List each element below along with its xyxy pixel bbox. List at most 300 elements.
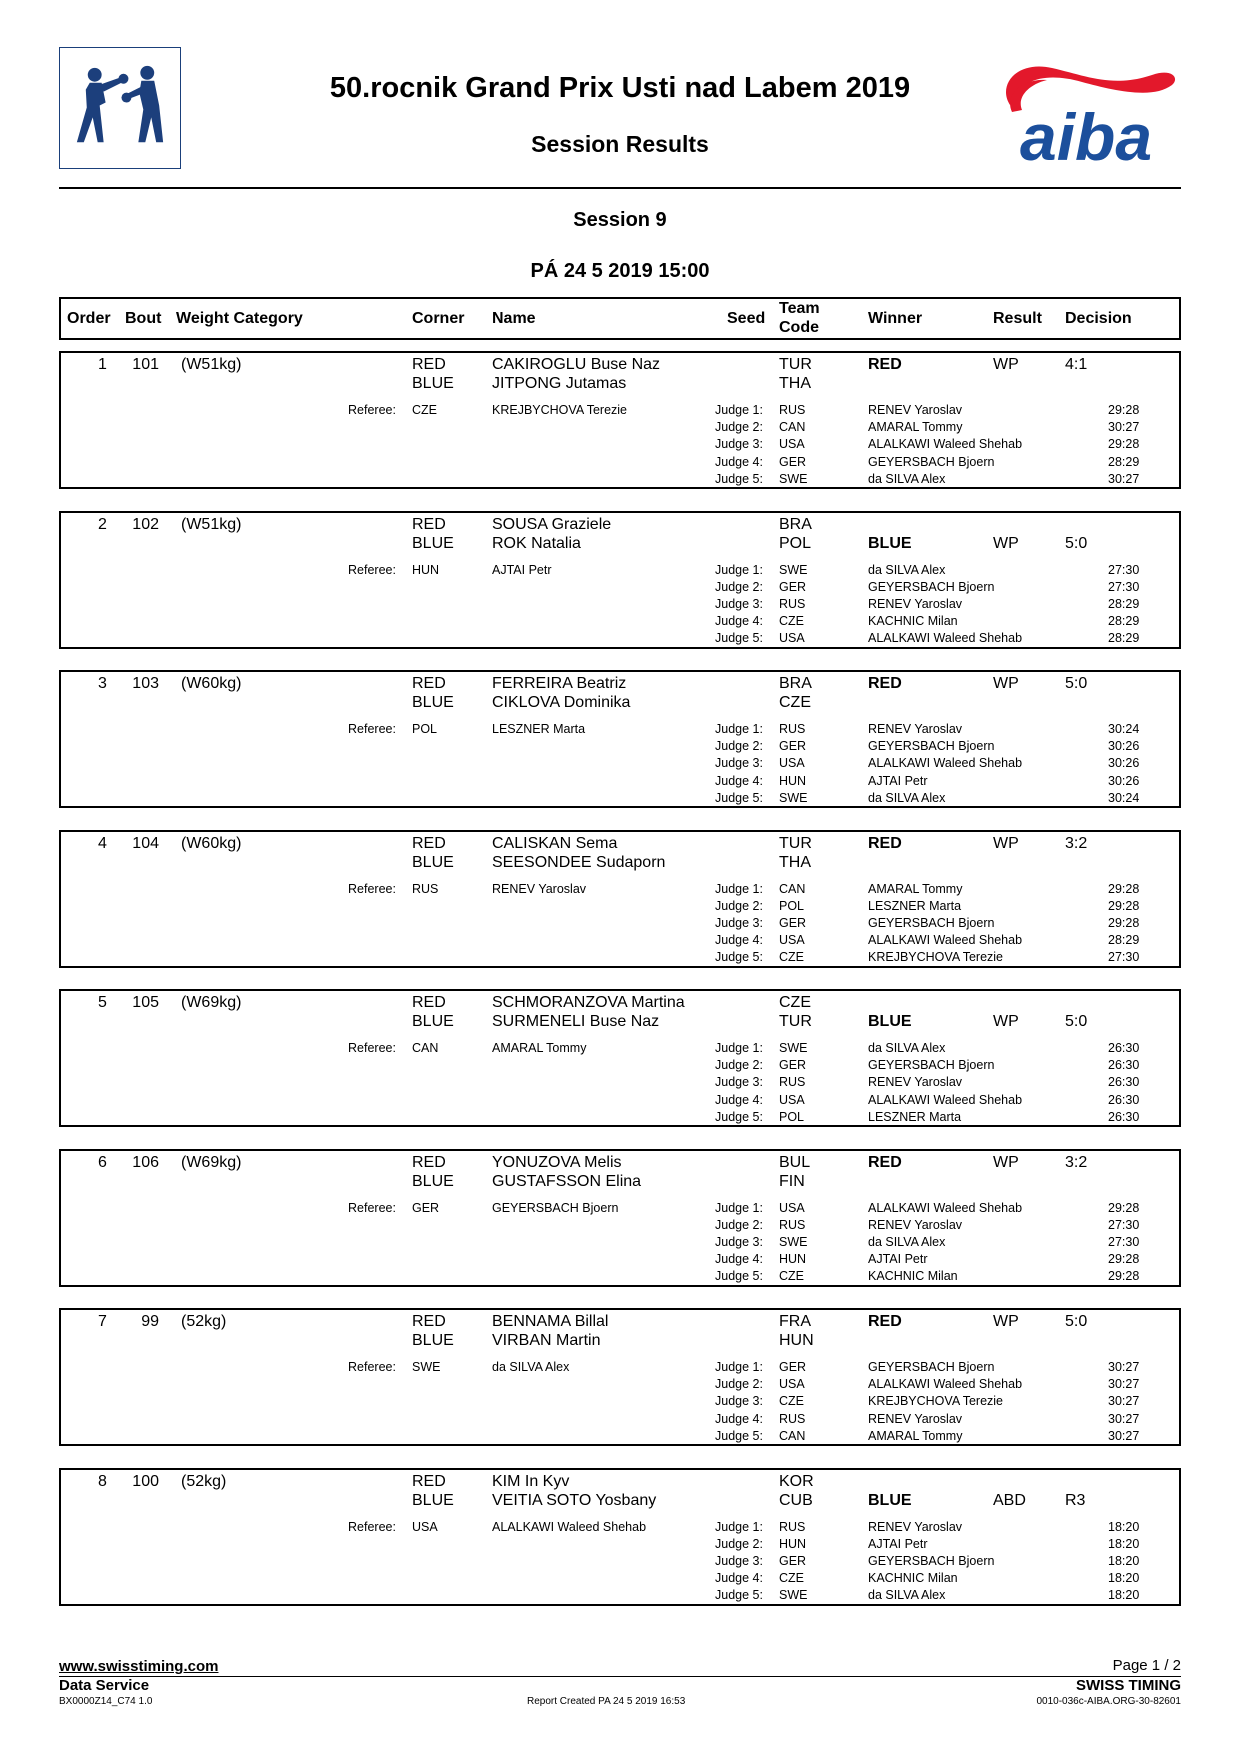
- referee-country: HUN: [412, 562, 440, 577]
- corner-red: RED: [412, 834, 446, 852]
- judge-score: 18:20: [1108, 1536, 1140, 1551]
- bout-block: [59, 1468, 1181, 1606]
- winner: RED: [868, 834, 902, 852]
- judge-country: USA: [779, 631, 805, 646]
- judge-score: 28:29: [1108, 614, 1140, 629]
- judge-name: ALALKAWI Waleed Shehab: [868, 631, 1023, 646]
- judge-name: GEYERSBACH Bjoern: [868, 739, 995, 754]
- red-team-code: KOR: [779, 1472, 814, 1490]
- judge-name: ALALKAWI Waleed Shehab: [868, 1377, 1023, 1392]
- judge-country: RUS: [779, 403, 806, 417]
- referee-label: Referee:: [348, 1041, 396, 1055]
- referee-name: RENEV Yaroslav: [492, 881, 587, 896]
- judge-country: GER: [779, 739, 807, 754]
- bout-order: 3: [98, 675, 107, 692]
- referee-country: CZE: [412, 403, 437, 417]
- judge-label: Judge 5:: [715, 471, 763, 486]
- judge-score: 26:30: [1108, 1075, 1140, 1090]
- col-winner: Winner: [868, 310, 923, 327]
- judge-label: Judge 1:: [715, 1041, 763, 1055]
- col-result: Result: [993, 310, 1042, 327]
- blue-boxer-name: SEESONDEE Sudaporn: [492, 853, 666, 871]
- judge-name: KREJBYCHOVA Terezie: [868, 1394, 1004, 1409]
- judge-name: AMARAL Tommy: [868, 420, 963, 435]
- referee-label: Referee:: [348, 403, 396, 417]
- corner-red: RED: [412, 1472, 446, 1490]
- judge-name: AJTAI Petr: [868, 773, 928, 788]
- blue-team-code: FIN: [779, 1172, 805, 1190]
- judge-label: Judge 3:: [715, 1234, 763, 1249]
- red-team-code: FRA: [779, 1313, 811, 1330]
- session-datetime: PÁ 24 5 2019 15:00: [530, 260, 710, 282]
- col-code: Code: [779, 319, 819, 336]
- judge-name: KACHNIC Milan: [868, 1571, 958, 1586]
- decision: 3:2: [1065, 834, 1088, 852]
- judge-score: 27:30: [1108, 1217, 1140, 1232]
- judge-label: Judge 1:: [715, 881, 763, 896]
- winner: RED: [868, 1153, 902, 1171]
- corner-red: RED: [412, 994, 446, 1011]
- aiba-swoosh-icon: [992, 50, 1182, 170]
- weight-category: (W60kg): [181, 834, 242, 852]
- col-team: Team: [779, 300, 820, 317]
- judge-score: 30:24: [1108, 790, 1140, 805]
- corner-blue: BLUE: [412, 1332, 454, 1349]
- red-boxer-name: SCHMORANZOVA Martina: [492, 994, 685, 1011]
- corner-red: RED: [412, 675, 446, 692]
- judge-score: 29:28: [1108, 898, 1140, 913]
- page-subtitle: Session Results: [531, 131, 709, 157]
- referee-country: CAN: [412, 1041, 439, 1055]
- report-code: BX0000Z14_C74 1.0: [59, 1696, 153, 1707]
- judge-country: USA: [779, 933, 805, 948]
- judge-name: GEYERSBACH Bjoern: [868, 1553, 995, 1568]
- judge-score: 30:24: [1108, 722, 1140, 736]
- judge-name: KACHNIC Milan: [868, 1269, 958, 1284]
- judge-name: RENEV Yaroslav: [868, 596, 963, 611]
- judge-label: Judge 1:: [715, 403, 763, 417]
- judge-country: CZE: [779, 614, 804, 629]
- judge-score: 27:30: [1108, 562, 1140, 577]
- judge-country: CAN: [779, 420, 806, 435]
- referee-label: Referee:: [348, 1200, 396, 1215]
- judge-country: USA: [779, 1200, 805, 1215]
- brand-label: SWISS TIMING: [1076, 1677, 1181, 1694]
- referee-name: da SILVA Alex: [492, 1360, 570, 1374]
- decision: R3: [1065, 1491, 1086, 1509]
- judge-label: Judge 1:: [715, 1519, 763, 1534]
- judge-score: 28:29: [1108, 454, 1140, 469]
- result: WP: [993, 1153, 1019, 1171]
- bout-block: [59, 670, 1181, 808]
- judge-score: 29:28: [1108, 915, 1140, 930]
- judge-country: USA: [779, 1377, 805, 1392]
- corner-blue: BLUE: [412, 1172, 454, 1190]
- judge-country: CZE: [779, 950, 804, 965]
- judge-name: da SILVA Alex: [868, 562, 946, 577]
- weight-category: (52kg): [181, 1313, 227, 1330]
- judge-label: Judge 4:: [715, 933, 763, 948]
- winner: RED: [868, 356, 902, 373]
- judge-label: Judge 5:: [715, 1269, 763, 1284]
- judge-name: AMARAL Tommy: [868, 1428, 963, 1443]
- blue-boxer-name: VIRBAN Martin: [492, 1332, 601, 1349]
- red-boxer-name: CALISKAN Sema: [492, 834, 618, 852]
- judge-label: Judge 5:: [715, 790, 763, 805]
- weight-category: (52kg): [181, 1472, 227, 1490]
- referee-label: Referee:: [348, 722, 396, 736]
- judge-score: 26:30: [1108, 1109, 1140, 1124]
- result: WP: [993, 356, 1019, 373]
- judge-label: Judge 5:: [715, 1109, 763, 1124]
- decision: 4:1: [1065, 356, 1088, 373]
- bout-order: 6: [98, 1153, 107, 1171]
- judge-score: 30:26: [1108, 756, 1140, 771]
- judge-country: GER: [779, 915, 807, 930]
- bout-number: 106: [132, 1153, 159, 1171]
- bout-number: 99: [141, 1313, 159, 1330]
- judge-country: GER: [779, 579, 807, 594]
- judge-name: LESZNER Marta: [868, 898, 962, 913]
- judge-country: CAN: [779, 1428, 806, 1443]
- judge-name: KREJBYCHOVA Terezie: [868, 950, 1004, 965]
- result: WP: [993, 1313, 1019, 1330]
- judge-score: 26:30: [1108, 1041, 1140, 1055]
- document-code: 0010-036c-AIBA.ORG-30-82601: [1036, 1696, 1181, 1707]
- judge-name: GEYERSBACH Bjoern: [868, 915, 995, 930]
- corner-blue: BLUE: [412, 1013, 454, 1030]
- judge-score: 28:29: [1108, 596, 1140, 611]
- judge-label: Judge 2:: [715, 1536, 763, 1551]
- judge-label: Judge 2:: [715, 579, 763, 594]
- bout-order: 5: [98, 994, 107, 1011]
- corner-red: RED: [412, 356, 446, 373]
- judge-name: GEYERSBACH Bjoern: [868, 1058, 995, 1073]
- judge-country: CAN: [779, 881, 806, 896]
- blue-boxer-name: GUSTAFSSON Elina: [492, 1172, 642, 1190]
- judge-label: Judge 4:: [715, 1252, 763, 1267]
- judge-score: 27:30: [1108, 1234, 1140, 1249]
- blue-team-code: TUR: [779, 1013, 812, 1030]
- corner-red: RED: [412, 1153, 446, 1171]
- col-corner: Corner: [412, 310, 465, 327]
- red-boxer-name: KIM In Kyv: [492, 1472, 570, 1490]
- bout-order: 1: [98, 356, 107, 373]
- judge-country: POL: [779, 1109, 805, 1124]
- red-boxer-name: FERREIRA Beatriz: [492, 675, 627, 692]
- judge-name: da SILVA Alex: [868, 471, 946, 486]
- bout-number: 102: [132, 515, 159, 533]
- judge-label: Judge 2:: [715, 1377, 763, 1392]
- judge-name: da SILVA Alex: [868, 1588, 946, 1603]
- judge-score: 30:27: [1108, 1411, 1140, 1426]
- judge-name: AJTAI Petr: [868, 1536, 928, 1551]
- judge-score: 30:27: [1108, 1360, 1140, 1374]
- bout-number: 105: [132, 994, 159, 1011]
- judge-label: Judge 2:: [715, 1058, 763, 1073]
- judge-score: 30:27: [1108, 1428, 1140, 1443]
- judge-score: 26:30: [1108, 1058, 1140, 1073]
- judge-name: da SILVA Alex: [868, 790, 946, 805]
- weight-category: (W60kg): [181, 675, 242, 692]
- judge-country: SWE: [779, 562, 808, 577]
- judge-country: SWE: [779, 1588, 808, 1603]
- judge-score: 18:20: [1108, 1553, 1140, 1568]
- bout-block: [59, 351, 1181, 489]
- bout-order: 7: [98, 1313, 107, 1330]
- judge-score: 29:28: [1108, 881, 1140, 896]
- judge-label: Judge 1:: [715, 1360, 763, 1374]
- blue-boxer-name: ROK Natalia: [492, 534, 581, 552]
- judge-country: CZE: [779, 1269, 804, 1284]
- footer-divider: [59, 1676, 1181, 1677]
- blue-team-code: CUB: [779, 1491, 813, 1509]
- decision: 5:0: [1065, 534, 1088, 552]
- judge-name: LESZNER Marta: [868, 1109, 962, 1124]
- aiba-logo: [992, 50, 1182, 170]
- referee-country: USA: [412, 1519, 438, 1534]
- corner-red: RED: [412, 1313, 446, 1330]
- judge-label: Judge 4:: [715, 1092, 763, 1107]
- website-link[interactable]: www.swisstiming.com: [59, 1658, 219, 1675]
- judge-label: Judge 4:: [715, 454, 763, 469]
- referee-label: Referee:: [348, 562, 396, 577]
- judge-country: RUS: [779, 1217, 806, 1232]
- judge-score: 26:30: [1108, 1092, 1140, 1107]
- judge-score: 30:26: [1108, 739, 1140, 754]
- judge-score: 18:20: [1108, 1588, 1140, 1603]
- corner-blue: BLUE: [412, 694, 454, 711]
- col-order: Order: [67, 310, 111, 327]
- judge-name: RENEV Yaroslav: [868, 722, 963, 736]
- result: WP: [993, 834, 1019, 852]
- judge-score: 18:20: [1108, 1519, 1140, 1534]
- judge-label: Judge 3:: [715, 437, 763, 452]
- judge-country: HUN: [779, 1536, 807, 1551]
- judge-country: GER: [779, 1058, 807, 1073]
- judge-country: SWE: [779, 1041, 808, 1055]
- judge-label: Judge 2:: [715, 420, 763, 435]
- referee-name: KREJBYCHOVA Terezie: [492, 403, 628, 417]
- judge-label: Judge 2:: [715, 1217, 763, 1232]
- blue-team-code: HUN: [779, 1332, 814, 1349]
- judge-label: Judge 1:: [715, 1200, 763, 1215]
- judge-country: USA: [779, 756, 805, 771]
- judge-score: 30:27: [1108, 471, 1140, 486]
- judge-label: Judge 5:: [715, 631, 763, 646]
- winner: RED: [868, 675, 902, 692]
- judge-label: Judge 1:: [715, 722, 763, 736]
- judge-label: Judge 4:: [715, 1411, 763, 1426]
- referee-name: AMARAL Tommy: [492, 1041, 587, 1055]
- judge-country: HUN: [779, 1252, 807, 1267]
- red-team-code: TUR: [779, 834, 812, 852]
- judge-country: RUS: [779, 722, 806, 736]
- judge-score: 29:28: [1108, 403, 1140, 417]
- judge-name: AMARAL Tommy: [868, 881, 963, 896]
- report-created: Report Created PA 24 5 2019 16:53: [527, 1696, 686, 1707]
- bout-order: 8: [98, 1472, 107, 1490]
- judge-country: CZE: [779, 1571, 804, 1586]
- winner: BLUE: [868, 534, 912, 552]
- winner: BLUE: [868, 1013, 912, 1030]
- judge-name: GEYERSBACH Bjoern: [868, 1360, 995, 1374]
- result: WP: [993, 675, 1019, 692]
- corner-red: RED: [412, 515, 446, 533]
- referee-name: LESZNER Marta: [492, 722, 586, 736]
- judge-label: Judge 1:: [715, 562, 763, 577]
- judge-country: USA: [779, 437, 805, 452]
- red-boxer-name: SOUSA Graziele: [492, 515, 612, 533]
- red-team-code: CZE: [779, 994, 811, 1011]
- decision: 5:0: [1065, 1013, 1088, 1030]
- judge-name: RENEV Yaroslav: [868, 1075, 963, 1090]
- corner-blue: BLUE: [412, 534, 454, 552]
- judge-score: 18:20: [1108, 1571, 1140, 1586]
- judge-label: Judge 4:: [715, 773, 763, 788]
- judge-name: RENEV Yaroslav: [868, 1411, 963, 1426]
- judge-score: 29:28: [1108, 1200, 1140, 1215]
- judge-country: GER: [779, 454, 807, 469]
- col-decision: Decision: [1065, 310, 1132, 327]
- red-boxer-name: BENNAMA Billal: [492, 1313, 609, 1330]
- referee-label: Referee:: [348, 881, 396, 896]
- red-boxer-name: CAKIROGLU Buse Naz: [492, 356, 661, 373]
- judge-label: Judge 3:: [715, 1075, 763, 1090]
- bout-number: 103: [132, 675, 159, 692]
- event-title: 50.rocnik Grand Prix Usti nad Labem 2019: [329, 72, 911, 104]
- judge-name: RENEV Yaroslav: [868, 1217, 963, 1232]
- weight-category: (W69kg): [181, 994, 242, 1011]
- judge-score: 30:26: [1108, 773, 1140, 788]
- winner: RED: [868, 1313, 902, 1330]
- result: WP: [993, 1013, 1019, 1030]
- bout-block: [59, 989, 1181, 1127]
- judge-name: RENEV Yaroslav: [868, 1519, 963, 1534]
- judge-label: Judge 3:: [715, 756, 763, 771]
- judge-label: Judge 2:: [715, 898, 763, 913]
- judge-score: 28:29: [1108, 631, 1140, 646]
- aiba-logo-text: aiba: [1020, 100, 1153, 170]
- judge-name: ALALKAWI Waleed Shehab: [868, 1200, 1023, 1215]
- referee-country: RUS: [412, 881, 439, 896]
- judge-label: Judge 3:: [715, 596, 763, 611]
- header-divider: [59, 187, 1181, 189]
- judge-country: USA: [779, 1092, 805, 1107]
- red-boxer-name: YONUZOVA Melis: [492, 1153, 622, 1171]
- judge-label: Judge 3:: [715, 915, 763, 930]
- blue-team-code: THA: [779, 375, 811, 392]
- corner-blue: BLUE: [412, 853, 454, 871]
- bout-order: 4: [98, 834, 107, 852]
- blue-boxer-name: CIKLOVA Dominika: [492, 694, 631, 711]
- judge-score: 28:29: [1108, 933, 1140, 948]
- referee-label: Referee:: [348, 1360, 396, 1374]
- judge-country: SWE: [779, 1234, 808, 1249]
- judge-score: 30:27: [1108, 420, 1140, 435]
- judge-score: 30:27: [1108, 1377, 1140, 1392]
- judge-country: SWE: [779, 790, 808, 805]
- judge-label: Judge 3:: [715, 1394, 763, 1409]
- referee-country: SWE: [412, 1360, 441, 1374]
- blue-boxer-name: SURMENELI Buse Naz: [492, 1013, 660, 1030]
- judge-name: ALALKAWI Waleed Shehab: [868, 933, 1023, 948]
- table-header: [59, 297, 1181, 340]
- referee-name: AJTAI Petr: [492, 562, 552, 577]
- judge-country: SWE: [779, 471, 808, 486]
- corner-blue: BLUE: [412, 375, 454, 392]
- judge-country: CZE: [779, 1394, 804, 1409]
- judge-country: RUS: [779, 1411, 806, 1426]
- judge-label: Judge 5:: [715, 950, 763, 965]
- judge-country: POL: [779, 898, 805, 913]
- judge-name: ALALKAWI Waleed Shehab: [868, 756, 1023, 771]
- referee-label: Referee:: [348, 1519, 396, 1534]
- judge-name: RENEV Yaroslav: [868, 403, 963, 417]
- judge-country: RUS: [779, 1075, 806, 1090]
- judge-score: 29:28: [1108, 437, 1140, 452]
- col-seed: Seed: [727, 310, 766, 327]
- bout-block: [59, 1149, 1181, 1287]
- col-name: Name: [492, 310, 536, 327]
- session-label: Session 9: [573, 209, 667, 231]
- blue-boxer-name: VEITIA SOTO Yosbany: [492, 1491, 657, 1509]
- decision: 5:0: [1065, 675, 1088, 692]
- judge-name: da SILVA Alex: [868, 1041, 946, 1055]
- decision: 3:2: [1065, 1153, 1088, 1171]
- judge-name: ALALKAWI Waleed Shehab: [868, 1092, 1023, 1107]
- referee-country: GER: [412, 1200, 440, 1215]
- judge-label: Judge 4:: [715, 614, 763, 629]
- judge-score: 30:27: [1108, 1394, 1140, 1409]
- winner: BLUE: [868, 1491, 912, 1509]
- judge-country: RUS: [779, 596, 806, 611]
- decision: 5:0: [1065, 1313, 1088, 1330]
- data-service-label: Data Service: [59, 1677, 150, 1694]
- corner-blue: BLUE: [412, 1491, 454, 1509]
- bout-number: 101: [132, 356, 159, 373]
- judge-name: ALALKAWI Waleed Shehab: [868, 437, 1023, 452]
- judge-country: RUS: [779, 1519, 806, 1534]
- judge-country: GER: [779, 1360, 807, 1374]
- bout-order: 2: [98, 515, 107, 533]
- col-bout: Bout: [125, 310, 162, 327]
- blue-team-code: THA: [779, 853, 811, 871]
- blue-team-code: POL: [779, 534, 812, 552]
- weight-category: (W51kg): [181, 515, 242, 533]
- referee-name: ALALKAWI Waleed Shehab: [492, 1519, 647, 1534]
- judge-name: KACHNIC Milan: [868, 614, 958, 629]
- result: WP: [993, 534, 1019, 552]
- judge-label: Judge 5:: [715, 1428, 763, 1443]
- red-team-code: BRA: [779, 515, 812, 533]
- judge-label: Judge 3:: [715, 1553, 763, 1568]
- red-team-code: BRA: [779, 675, 812, 692]
- judge-name: da SILVA Alex: [868, 1234, 946, 1249]
- judge-score: 29:28: [1108, 1269, 1140, 1284]
- judge-name: GEYERSBACH Bjoern: [868, 579, 995, 594]
- bout-number: 104: [132, 834, 159, 852]
- judge-label: Judge 2:: [715, 739, 763, 754]
- judge-name: AJTAI Petr: [868, 1252, 928, 1267]
- judge-score: 29:28: [1108, 1252, 1140, 1267]
- judge-score: 27:30: [1108, 579, 1140, 594]
- judge-country: HUN: [779, 773, 807, 788]
- red-team-code: TUR: [779, 356, 812, 373]
- bout-block: [59, 511, 1181, 649]
- result: ABD: [993, 1491, 1026, 1509]
- judge-label: Judge 4:: [715, 1571, 763, 1586]
